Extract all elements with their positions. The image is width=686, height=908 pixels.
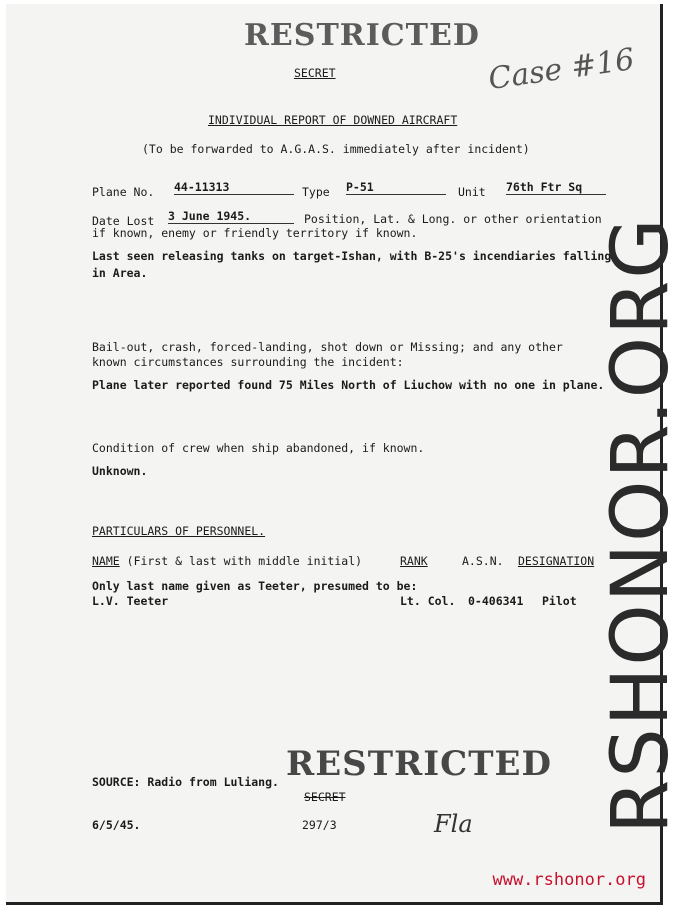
handwritten-initials: Fla — [434, 810, 473, 838]
restricted-stamp-bottom: RESTRICTED — [286, 744, 552, 784]
crew-condition-value: Unknown. — [92, 464, 148, 478]
secret-label-top: SECRET — [294, 66, 336, 80]
plane-no-label: Plane No. — [92, 185, 155, 199]
circumstances-label-1: Bail-out, crash, forced-landing, shot down or Missing; and any other — [92, 340, 563, 354]
type-label: Type — [302, 185, 330, 199]
footer-date: 6/5/45. — [92, 818, 141, 832]
type-value: P-51 — [346, 180, 446, 195]
secret-label-bottom: SECRET — [304, 790, 346, 804]
personnel-row-name: L.V. Teeter — [92, 594, 169, 608]
circumstances-value: Plane later reported found 75 Miles North of Liuchow with no one in plane. — [92, 378, 605, 392]
col-asn-header: A.S.N. — [462, 554, 504, 568]
footer-ref: 297/3 — [302, 818, 337, 832]
position-value-line-1: Last seen releasing tanks on target-Ishan, with B-25's incendiaries falling — [92, 249, 612, 263]
position-label-2: if known, enemy or friendly territory if known. — [92, 226, 418, 240]
crew-condition-label: Condition of crew when ship abandoned, if known. — [92, 441, 425, 455]
position-value-line-2: in Area. — [92, 266, 148, 280]
col-rank-header: RANK — [400, 554, 428, 568]
personnel-heading: PARTICULARS OF PERSONNEL. — [92, 524, 266, 538]
unit-label: Unit — [458, 185, 486, 199]
source-label: SOURCE: — [92, 775, 141, 789]
personnel-row-rank: Lt. Col. — [400, 594, 456, 608]
document-page — [6, 4, 686, 905]
unit-value: 76th Ftr Sq — [506, 180, 606, 195]
source-line — [92, 775, 279, 789]
plane-no-value: 44-11313 — [174, 180, 294, 195]
col-name-header: NAME — [92, 554, 120, 568]
source-value: Radio from Luliang. — [147, 775, 279, 789]
col-designation-header: DESIGNATION — [518, 554, 595, 568]
date-lost-label: Date Lost — [92, 214, 155, 228]
restricted-stamp-top: RESTRICTED — [244, 18, 480, 53]
position-label: Position, Lat. & Long. or other orientation — [304, 212, 602, 226]
report-subtitle: (To be forwarded to A.G.A.S. immediately after incident) — [142, 142, 530, 156]
date-lost-value: 3 June 1945. — [168, 209, 294, 224]
personnel-header-row — [92, 554, 362, 568]
personnel-note: Only last name given as Teeter, presumed to be: — [92, 579, 418, 593]
rshonor-url: www.rshonor.org — [492, 870, 646, 890]
circumstances-label-2: known circumstances surrounding the incident: — [92, 355, 404, 369]
report-title: INDIVIDUAL REPORT OF DOWNED AIRCRAFT — [208, 113, 458, 127]
rshonor-watermark: RSHONOR.ORG — [596, 216, 686, 834]
handwritten-case-number: Case #16 — [486, 41, 637, 98]
col-name-note: (First & last with middle initial) — [126, 554, 363, 568]
personnel-row-designation: Pilot — [542, 594, 577, 608]
personnel-row-asn: 0-406341 — [468, 594, 524, 608]
